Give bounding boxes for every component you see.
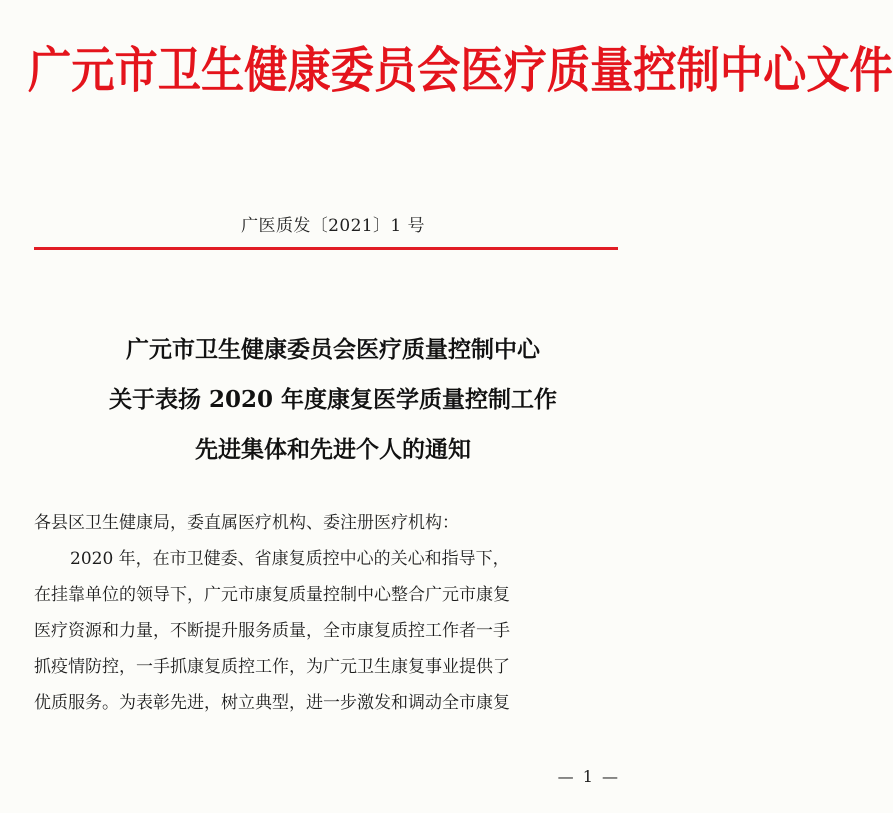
document-number: 广医质发〔2021〕1 号	[241, 216, 425, 236]
notice-title-line-3: 先进集体和先进个人的通知	[195, 436, 471, 463]
body-line-2: 在挂靠单位的领导下，广元市康复质量控制中心整合广元市康复	[34, 585, 510, 605]
notice-body	[34, 505, 634, 721]
notice-title-line-2: 关于表扬 2020 年度康复医学质量控制工作	[108, 386, 558, 413]
body-line-5: 优质服务。为表彰先进，树立典型，进一步激发和调动全市康复	[34, 693, 510, 713]
body-line-4: 抓疫情防控，一手抓康复质控工作，为广元卫生康复事业提供了	[34, 657, 510, 677]
page-number: — 1 —	[557, 767, 620, 786]
body-line-3: 医疗资源和力量，不断提升服务质量，全市康复质控工作者一手	[34, 621, 510, 641]
document-header-title: 广元市卫生健康委员会医疗质量控制中心文件	[28, 41, 893, 99]
notice-title	[40, 325, 626, 475]
salutation: 各县区卫生健康局，委直属医疗机构、委注册医疗机构：	[34, 513, 459, 533]
notice-title-line-1: 广元市卫生健康委员会医疗质量控制中心	[126, 336, 540, 363]
red-separator-rule	[34, 247, 618, 250]
body-line-1: 2020 年，在市卫健委、省康复质控中心的关心和指导下，	[70, 549, 510, 569]
